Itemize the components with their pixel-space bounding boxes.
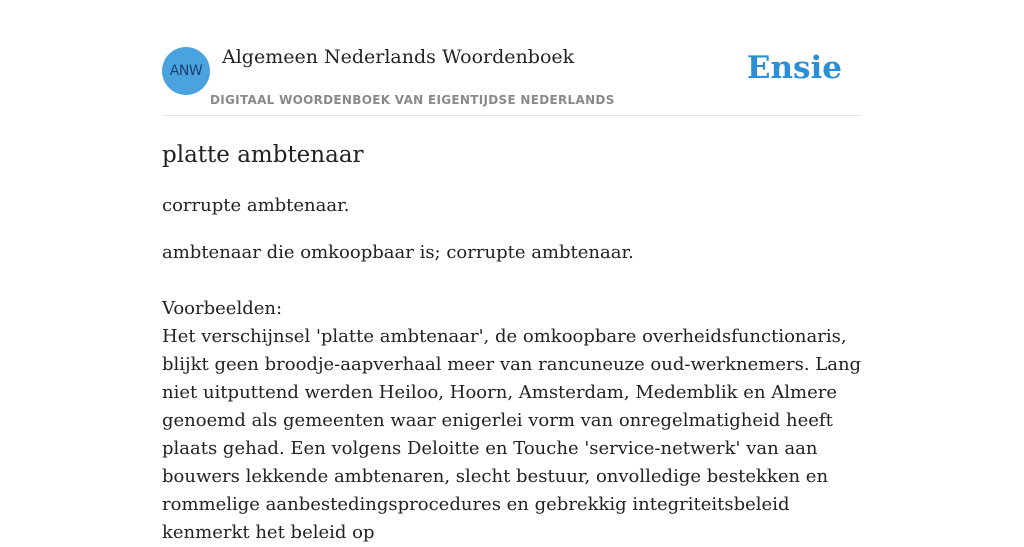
site-subtitle: DIGITAAL WOORDENBOEK VAN EIGENTIJDSE NEDERLANDS — [210, 93, 615, 107]
site-title[interactable]: Algemeen Nederlands Woordenboek — [222, 46, 575, 68]
site-header — [162, 46, 862, 116]
ensie-brand-logo[interactable]: Ensie — [746, 50, 842, 86]
definition-long: ambtenaar die omkoopbaar is; corrupte ambtenaar. — [162, 242, 634, 263]
anw-logo[interactable] — [162, 47, 210, 95]
example-text: Het verschijnsel 'platte ambtenaar', de omkoopbare overheidsfunctionaris, blijkt geen broodje-aapverhaal meer van rancuneuze oud-werknemers. Lang niet uitputtend werden Heiloo, Hoorn, Amsterdam, Medemblik en Almere genoemd als gemeenten waar enigerlei vorm van onregelmatigheid heeft plaats gehad. Een volgens Deloitte en Touche 'service-netwerk' van aan bouwers lekkende ambtenaren, slecht bestuur, onvolledige bestekken en rommelige aanbestedingsprocedures en gebrekkig integriteitsbeleid kenmerkt het beleid op — [162, 326, 862, 543]
definition-short: corrupte ambtenaar. — [162, 195, 350, 216]
entry-headword: platte ambtenaar — [162, 142, 364, 168]
entry-content — [162, 140, 872, 547]
examples-label: Voorbeelden: — [162, 298, 283, 319]
logo-text: ANW — [169, 63, 203, 79]
